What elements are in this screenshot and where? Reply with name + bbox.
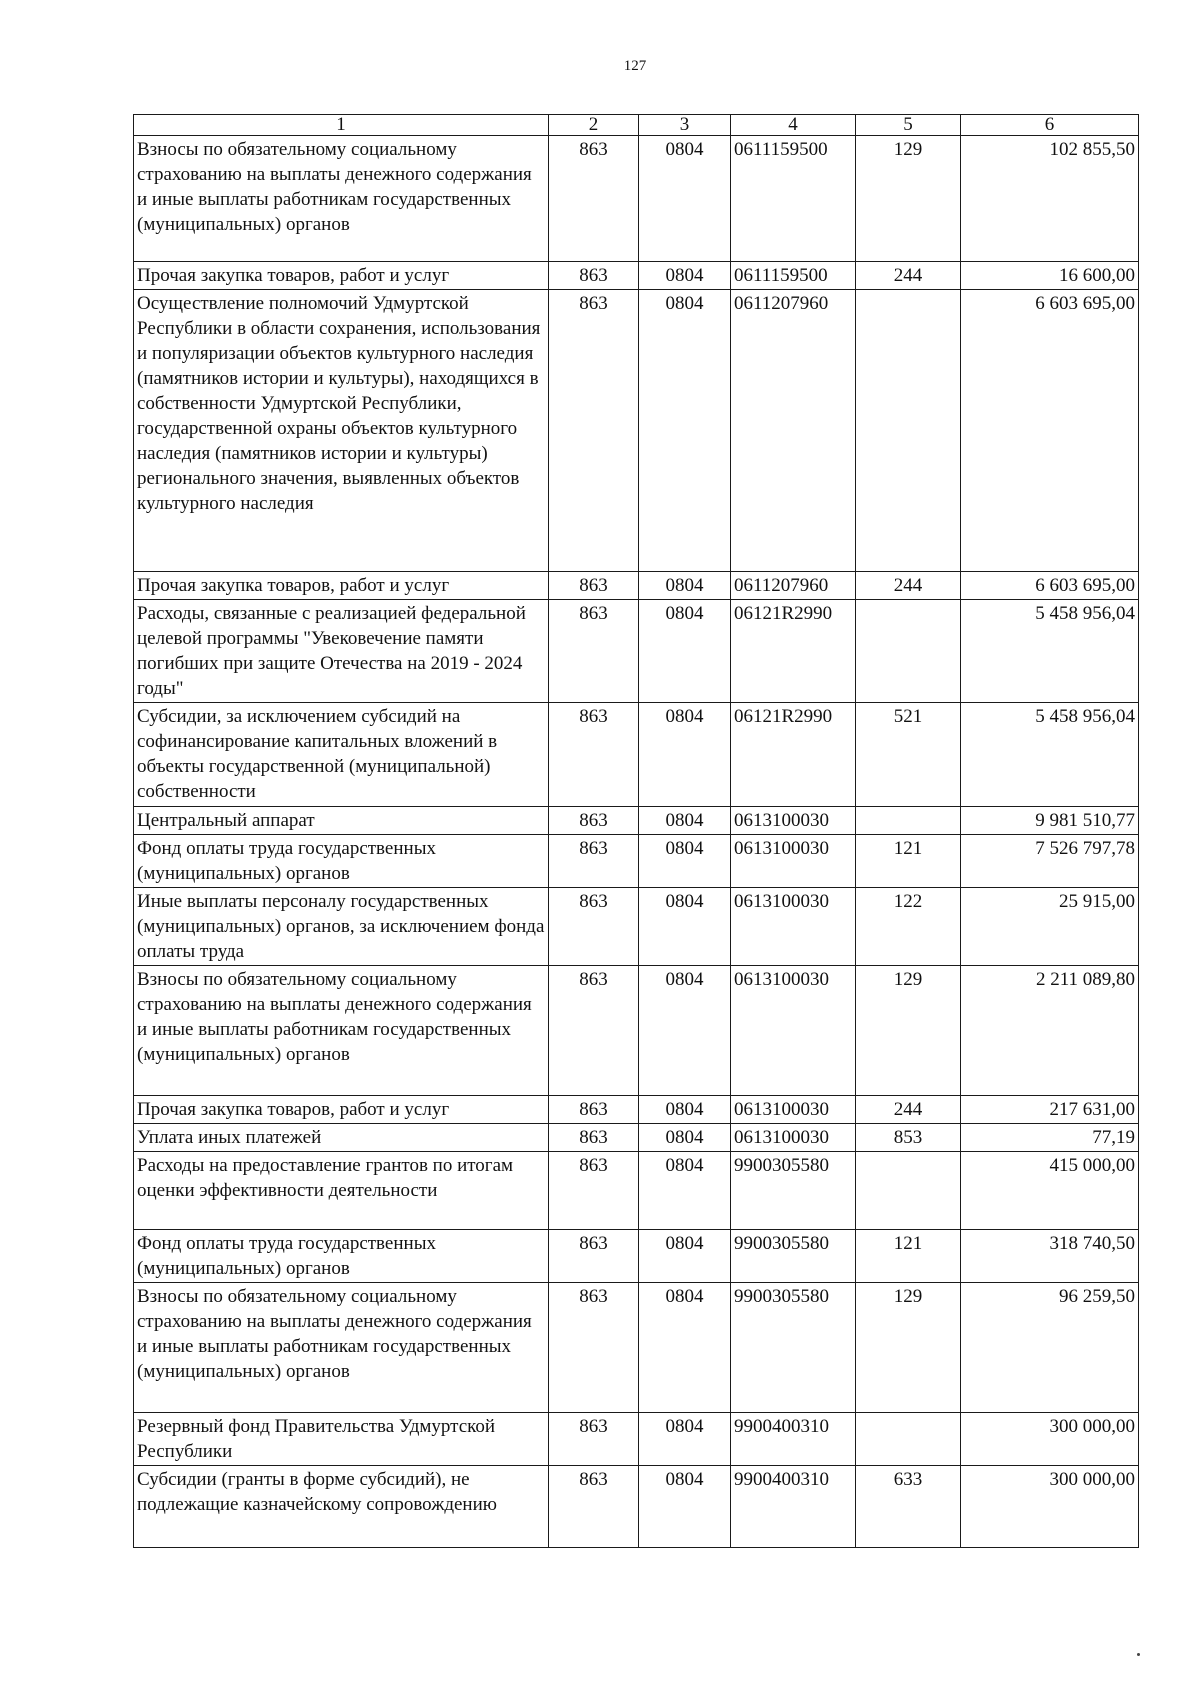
section-code-cell: 0804 xyxy=(639,136,731,262)
amount-cell: 102 855,50 xyxy=(961,136,1139,262)
department-code-cell: 863 xyxy=(549,1096,639,1124)
table-row xyxy=(134,1283,1139,1413)
amount-cell: 77,19 xyxy=(961,1124,1139,1152)
expense-type-cell: 122 xyxy=(856,888,961,966)
department-code-cell: 863 xyxy=(549,835,639,888)
section-code-cell: 0804 xyxy=(639,262,731,290)
expense-name-cell: Иные выплаты персоналу государственных (муниципальных) органов, за исключением фонда оплаты труда xyxy=(134,888,549,966)
target-article-cell: 0611159500 xyxy=(731,262,856,290)
department-code-cell: 863 xyxy=(549,1283,639,1413)
expense-type-cell: 521 xyxy=(856,703,961,807)
amount-cell: 5 458 956,04 xyxy=(961,600,1139,703)
expense-name-cell: Прочая закупка товаров, работ и услуг xyxy=(134,1096,549,1124)
expense-name-cell: Субсидии, за исключением субсидий на софинансирование капитальных вложений в объекты государственной (муниципальной) собственности xyxy=(134,703,549,807)
amount-cell: 7 526 797,78 xyxy=(961,835,1139,888)
section-code-cell: 0804 xyxy=(639,1466,731,1548)
expense-name-cell: Осуществление полномочий Удмуртской Республики в области сохранения, использования и популяризации объектов культурного наследия (памятников истории и культуры), находящихся в собственности Удмуртской Республики, государственной охраны объектов культурного наследия (памятников истории и культуры) регионального значения, выявленных объектов культурного наследия xyxy=(134,290,549,572)
expense-type-cell: 129 xyxy=(856,966,961,1096)
amount-cell: 300 000,00 xyxy=(961,1466,1139,1548)
amount-cell: 6 603 695,00 xyxy=(961,290,1139,572)
section-code-cell: 0804 xyxy=(639,1413,731,1466)
target-article-cell: 06121R2990 xyxy=(731,703,856,807)
department-code-cell: 863 xyxy=(549,290,639,572)
department-code-cell: 863 xyxy=(549,1230,639,1283)
table-row xyxy=(134,703,1139,807)
table-row xyxy=(134,888,1139,966)
section-code-cell: 0804 xyxy=(639,966,731,1096)
expense-type-cell xyxy=(856,807,961,835)
target-article-cell: 06121R2990 xyxy=(731,600,856,703)
section-code-cell: 0804 xyxy=(639,1230,731,1283)
expense-type-cell xyxy=(856,600,961,703)
target-article-cell: 0613100030 xyxy=(731,966,856,1096)
expense-type-cell: 129 xyxy=(856,1283,961,1413)
expense-name-cell: Взносы по обязательному социальному страхованию на выплаты денежного содержания и иные выплаты работникам государственных (муниципальных) органов xyxy=(134,136,549,262)
section-code-cell: 0804 xyxy=(639,572,731,600)
target-article-cell: 0613100030 xyxy=(731,807,856,835)
header-cell: 5 xyxy=(856,115,961,136)
target-article-cell: 0613100030 xyxy=(731,1096,856,1124)
header-cell: 6 xyxy=(961,115,1139,136)
department-code-cell: 863 xyxy=(549,1413,639,1466)
table-row xyxy=(134,1230,1139,1283)
amount-cell: 318 740,50 xyxy=(961,1230,1139,1283)
table-row xyxy=(134,262,1139,290)
amount-cell: 96 259,50 xyxy=(961,1283,1139,1413)
section-code-cell: 0804 xyxy=(639,600,731,703)
target-article-cell: 9900400310 xyxy=(731,1466,856,1548)
expense-type-cell xyxy=(856,1413,961,1466)
expense-name-cell: Расходы, связанные с реализацией федеральной целевой программы "Увековечение памяти погибших при защите Отечества на 2019 - 2024 годы" xyxy=(134,600,549,703)
expense-type-cell: 121 xyxy=(856,1230,961,1283)
amount-cell: 415 000,00 xyxy=(961,1152,1139,1230)
table-row xyxy=(134,572,1139,600)
amount-cell: 6 603 695,00 xyxy=(961,572,1139,600)
expense-name-cell: Прочая закупка товаров, работ и услуг xyxy=(134,262,549,290)
expense-type-cell: 121 xyxy=(856,835,961,888)
expense-name-cell: Фонд оплаты труда государственных (муниципальных) органов xyxy=(134,835,549,888)
table-row xyxy=(134,136,1139,262)
header-cell: 3 xyxy=(639,115,731,136)
table-row xyxy=(134,807,1139,835)
amount-cell: 16 600,00 xyxy=(961,262,1139,290)
table-row xyxy=(134,1413,1139,1466)
expense-name-cell: Расходы на предоставление грантов по итогам оценки эффективности деятельности xyxy=(134,1152,549,1230)
target-article-cell: 0613100030 xyxy=(731,1124,856,1152)
expense-name-cell: Фонд оплаты труда государственных (муниципальных) органов xyxy=(134,1230,549,1283)
expense-type-cell xyxy=(856,290,961,572)
expense-type-cell: 244 xyxy=(856,1096,961,1124)
expense-name-cell: Взносы по обязательному социальному страхованию на выплаты денежного содержания и иные выплаты работникам государственных (муниципальных) органов xyxy=(134,966,549,1096)
table-row xyxy=(134,966,1139,1096)
section-code-cell: 0804 xyxy=(639,703,731,807)
header-cell: 1 xyxy=(134,115,549,136)
table-header-row xyxy=(134,115,1139,136)
target-article-cell: 9900305580 xyxy=(731,1230,856,1283)
target-article-cell: 0613100030 xyxy=(731,835,856,888)
table-row xyxy=(134,1466,1139,1548)
table-row xyxy=(134,600,1139,703)
table-row xyxy=(134,290,1139,572)
target-article-cell: 0611207960 xyxy=(731,572,856,600)
section-code-cell: 0804 xyxy=(639,1124,731,1152)
table-body xyxy=(134,136,1139,1548)
department-code-cell: 863 xyxy=(549,807,639,835)
target-article-cell: 0613100030 xyxy=(731,888,856,966)
department-code-cell: 863 xyxy=(549,600,639,703)
expense-name-cell: Взносы по обязательному социальному страхованию на выплаты денежного содержания и иные выплаты работникам государственных (муниципальных) органов xyxy=(134,1283,549,1413)
department-code-cell: 863 xyxy=(549,888,639,966)
target-article-cell: 9900305580 xyxy=(731,1152,856,1230)
expense-name-cell: Прочая закупка товаров, работ и услуг xyxy=(134,572,549,600)
header-cell: 2 xyxy=(549,115,639,136)
section-code-cell: 0804 xyxy=(639,1152,731,1230)
department-code-cell: 863 xyxy=(549,966,639,1096)
expense-name-cell: Центральный аппарат xyxy=(134,807,549,835)
target-article-cell: 9900400310 xyxy=(731,1413,856,1466)
section-code-cell: 0804 xyxy=(639,1283,731,1413)
expense-type-cell: 244 xyxy=(856,572,961,600)
table-row xyxy=(134,1096,1139,1124)
section-code-cell: 0804 xyxy=(639,807,731,835)
amount-cell: 300 000,00 xyxy=(961,1413,1139,1466)
table-row xyxy=(134,1124,1139,1152)
page-number: 127 xyxy=(623,58,647,74)
department-code-cell: 863 xyxy=(549,136,639,262)
section-code-cell: 0804 xyxy=(639,290,731,572)
department-code-cell: 863 xyxy=(549,572,639,600)
department-code-cell: 863 xyxy=(549,1152,639,1230)
table-row xyxy=(134,835,1139,888)
header-cell: 4 xyxy=(731,115,856,136)
expense-type-cell: 129 xyxy=(856,136,961,262)
target-article-cell: 9900305580 xyxy=(731,1283,856,1413)
expense-name-cell: Резервный фонд Правительства Удмуртской Республики xyxy=(134,1413,549,1466)
amount-cell: 9 981 510,77 xyxy=(961,807,1139,835)
expense-name-cell: Уплата иных платежей xyxy=(134,1124,549,1152)
expense-type-cell: 853 xyxy=(856,1124,961,1152)
department-code-cell: 863 xyxy=(549,1124,639,1152)
expense-type-cell: 244 xyxy=(856,262,961,290)
section-code-cell: 0804 xyxy=(639,835,731,888)
department-code-cell: 863 xyxy=(549,1466,639,1548)
target-article-cell: 0611159500 xyxy=(731,136,856,262)
expense-type-cell: 633 xyxy=(856,1466,961,1548)
department-code-cell: 863 xyxy=(549,262,639,290)
department-code-cell: 863 xyxy=(549,703,639,807)
amount-cell: 5 458 956,04 xyxy=(961,703,1139,807)
amount-cell: 217 631,00 xyxy=(961,1096,1139,1124)
section-code-cell: 0804 xyxy=(639,1096,731,1124)
table-row xyxy=(134,1152,1139,1230)
expense-type-cell xyxy=(856,1152,961,1230)
expense-name-cell: Субсидии (гранты в форме субсидий), не подлежащие казначейскому сопровождению xyxy=(134,1466,549,1548)
amount-cell: 25 915,00 xyxy=(961,888,1139,966)
scan-speck xyxy=(1137,1653,1140,1656)
budget-table xyxy=(133,114,1139,1548)
section-code-cell: 0804 xyxy=(639,888,731,966)
amount-cell: 2 211 089,80 xyxy=(961,966,1139,1096)
target-article-cell: 0611207960 xyxy=(731,290,856,572)
